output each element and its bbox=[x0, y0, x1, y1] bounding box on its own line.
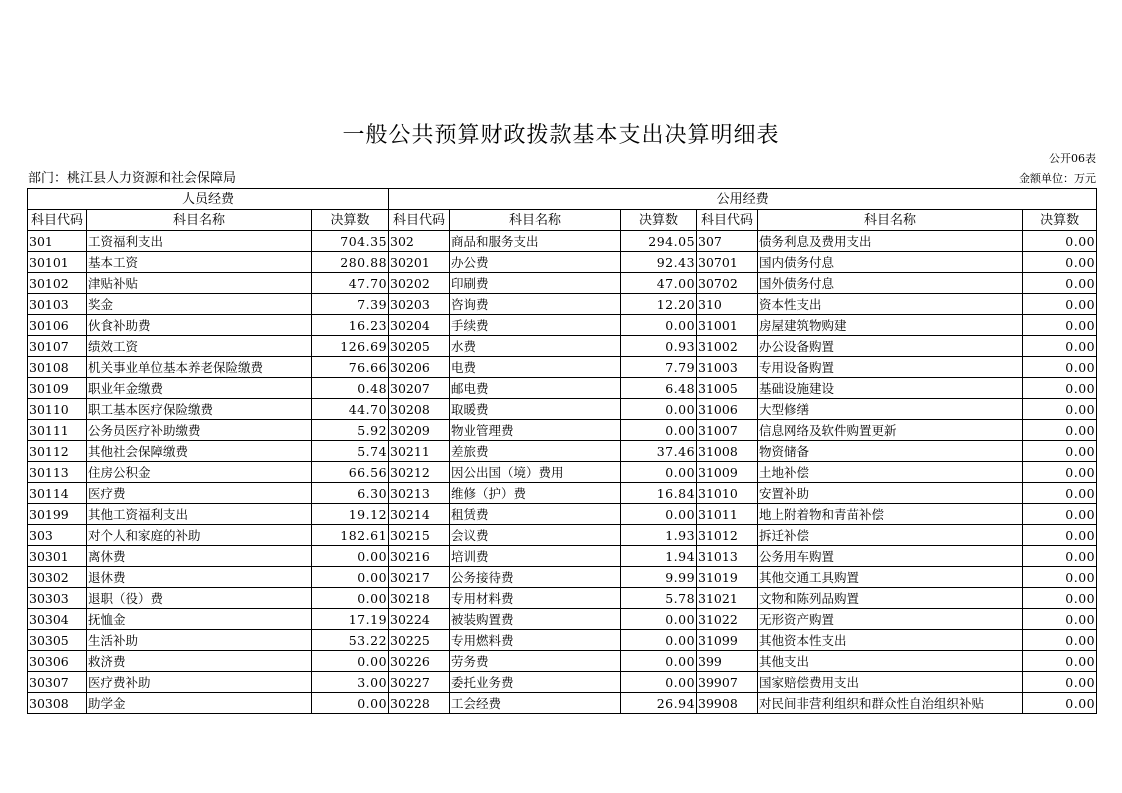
subject-name-cell: 信息网络及软件购置更新 bbox=[758, 420, 1023, 441]
subject-code-cell: 30112 bbox=[28, 441, 87, 462]
subject-name-cell: 公务接待费 bbox=[450, 567, 621, 588]
subject-name-cell: 国内债务付息 bbox=[758, 252, 1023, 273]
table-row bbox=[28, 525, 1097, 546]
amount-cell: 5.78 bbox=[621, 588, 697, 609]
subject-name-cell: 水费 bbox=[450, 336, 621, 357]
amount-cell: 47.70 bbox=[312, 273, 389, 294]
subject-name-cell: 医疗费 bbox=[87, 483, 312, 504]
subject-name-cell: 手续费 bbox=[450, 315, 621, 336]
department-label: 部门：桃江县人力资源和社会保障局 bbox=[28, 171, 237, 186]
amount-cell: 0.00 bbox=[1023, 378, 1097, 399]
subject-name-cell: 职业年金缴费 bbox=[87, 378, 312, 399]
subject-code-cell: 39908 bbox=[697, 693, 758, 714]
subject-name-cell: 退职（役）费 bbox=[87, 588, 312, 609]
subject-code-cell: 30302 bbox=[28, 567, 87, 588]
table-row bbox=[28, 399, 1097, 420]
table-body bbox=[28, 231, 1097, 714]
col-header-code: 科目代码 bbox=[389, 210, 450, 231]
subject-code-cell: 30217 bbox=[389, 567, 450, 588]
subject-code-cell: 30110 bbox=[28, 399, 87, 420]
amount-cell: 6.30 bbox=[312, 483, 389, 504]
subject-name-cell: 培训费 bbox=[450, 546, 621, 567]
amount-cell: 0.00 bbox=[312, 693, 389, 714]
amount-cell: 12.20 bbox=[621, 294, 697, 315]
subject-name-cell: 抚恤金 bbox=[87, 609, 312, 630]
table-row bbox=[28, 693, 1097, 714]
subject-name-cell: 津贴补贴 bbox=[87, 273, 312, 294]
subject-code-cell: 31005 bbox=[697, 378, 758, 399]
col-header-amount: 决算数 bbox=[312, 210, 389, 231]
subject-code-cell: 31002 bbox=[697, 336, 758, 357]
subject-code-cell: 30301 bbox=[28, 546, 87, 567]
subject-code-cell: 30103 bbox=[28, 294, 87, 315]
subject-name-cell: 办公设备购置 bbox=[758, 336, 1023, 357]
subject-name-cell: 拆迁补偿 bbox=[758, 525, 1023, 546]
subject-code-cell: 30303 bbox=[28, 588, 87, 609]
subject-name-cell: 离休费 bbox=[87, 546, 312, 567]
col-header-amount: 决算数 bbox=[1023, 210, 1097, 231]
subject-code-cell: 30202 bbox=[389, 273, 450, 294]
subject-code-cell: 30199 bbox=[28, 504, 87, 525]
amount-cell: 0.00 bbox=[1023, 672, 1097, 693]
subject-name-cell: 职工基本医疗保险缴费 bbox=[87, 399, 312, 420]
amount-cell: 9.99 bbox=[621, 567, 697, 588]
subject-code-cell: 30108 bbox=[28, 357, 87, 378]
subject-code-cell: 30208 bbox=[389, 399, 450, 420]
col-header-name: 科目名称 bbox=[87, 210, 312, 231]
subject-code-cell: 30211 bbox=[389, 441, 450, 462]
amount-cell: 5.74 bbox=[312, 441, 389, 462]
subject-name-cell: 会议费 bbox=[450, 525, 621, 546]
subject-code-cell: 301 bbox=[28, 231, 87, 252]
amount-cell: 0.00 bbox=[1023, 588, 1097, 609]
form-number: 公开06表 bbox=[1049, 152, 1096, 165]
col-header-code: 科目代码 bbox=[697, 210, 758, 231]
subject-code-cell: 30305 bbox=[28, 630, 87, 651]
amount-cell: 0.00 bbox=[1023, 399, 1097, 420]
subject-name-cell: 对民间非营利组织和群众性自治组织补贴 bbox=[758, 693, 1023, 714]
amount-cell: 0.00 bbox=[1023, 504, 1097, 525]
amount-cell: 0.00 bbox=[1023, 252, 1097, 273]
subject-code-cell: 30226 bbox=[389, 651, 450, 672]
amount-cell: 294.05 bbox=[621, 231, 697, 252]
amount-cell: 0.00 bbox=[1023, 357, 1097, 378]
subject-code-cell: 31003 bbox=[697, 357, 758, 378]
amount-cell: 44.70 bbox=[312, 399, 389, 420]
amount-cell: 92.43 bbox=[621, 252, 697, 273]
subject-code-cell: 31022 bbox=[697, 609, 758, 630]
table-row bbox=[28, 231, 1097, 252]
subject-name-cell: 无形资产购置 bbox=[758, 609, 1023, 630]
table-row bbox=[28, 630, 1097, 651]
table-row bbox=[28, 294, 1097, 315]
group-header-row bbox=[28, 189, 1097, 210]
table-row bbox=[28, 567, 1097, 588]
subject-code-cell: 30227 bbox=[389, 672, 450, 693]
table-row bbox=[28, 651, 1097, 672]
col-header-name: 科目名称 bbox=[758, 210, 1023, 231]
column-header-row bbox=[28, 210, 1097, 231]
amount-cell: 0.00 bbox=[1023, 441, 1097, 462]
table-row bbox=[28, 504, 1097, 525]
amount-cell: 182.61 bbox=[312, 525, 389, 546]
subject-code-cell: 30206 bbox=[389, 357, 450, 378]
amount-cell: 17.19 bbox=[312, 609, 389, 630]
amount-cell: 0.00 bbox=[1023, 546, 1097, 567]
subject-name-cell: 被装购置费 bbox=[450, 609, 621, 630]
subject-code-cell: 307 bbox=[697, 231, 758, 252]
subject-name-cell: 住房公积金 bbox=[87, 462, 312, 483]
subject-name-cell: 安置补助 bbox=[758, 483, 1023, 504]
amount-cell: 7.39 bbox=[312, 294, 389, 315]
subject-code-cell: 30203 bbox=[389, 294, 450, 315]
subject-name-cell: 债务利息及费用支出 bbox=[758, 231, 1023, 252]
subject-name-cell: 公务用车购置 bbox=[758, 546, 1023, 567]
table-row bbox=[28, 546, 1097, 567]
subject-name-cell: 租赁费 bbox=[450, 504, 621, 525]
amount-cell: 0.00 bbox=[312, 546, 389, 567]
subject-name-cell: 劳务费 bbox=[450, 651, 621, 672]
subject-name-cell: 咨询费 bbox=[450, 294, 621, 315]
amount-cell: 0.00 bbox=[621, 315, 697, 336]
subject-code-cell: 31001 bbox=[697, 315, 758, 336]
subject-name-cell: 其他工资福利支出 bbox=[87, 504, 312, 525]
public-expense-header: 公用经费 bbox=[389, 189, 1097, 210]
subject-name-cell: 对个人和家庭的补助 bbox=[87, 525, 312, 546]
amount-cell: 76.66 bbox=[312, 357, 389, 378]
subject-name-cell: 物资储备 bbox=[758, 441, 1023, 462]
amount-cell: 0.00 bbox=[1023, 420, 1097, 441]
subject-name-cell: 维修（护）费 bbox=[450, 483, 621, 504]
amount-cell: 0.00 bbox=[1023, 651, 1097, 672]
subject-name-cell: 专用材料费 bbox=[450, 588, 621, 609]
subject-code-cell: 31009 bbox=[697, 462, 758, 483]
subject-name-cell: 其他资本性支出 bbox=[758, 630, 1023, 651]
subject-code-cell: 30114 bbox=[28, 483, 87, 504]
subject-code-cell: 31019 bbox=[697, 567, 758, 588]
subject-name-cell: 其他社会保障缴费 bbox=[87, 441, 312, 462]
amount-cell: 0.00 bbox=[1023, 294, 1097, 315]
amount-cell: 6.48 bbox=[621, 378, 697, 399]
col-header-code: 科目代码 bbox=[28, 210, 87, 231]
subject-name-cell: 地上附着物和青苗补偿 bbox=[758, 504, 1023, 525]
subject-code-cell: 30111 bbox=[28, 420, 87, 441]
subject-name-cell: 基础设施建设 bbox=[758, 378, 1023, 399]
subject-code-cell: 30218 bbox=[389, 588, 450, 609]
amount-cell: 280.88 bbox=[312, 252, 389, 273]
subject-code-cell: 310 bbox=[697, 294, 758, 315]
subject-name-cell: 绩效工资 bbox=[87, 336, 312, 357]
table-row bbox=[28, 462, 1097, 483]
subject-code-cell: 31099 bbox=[697, 630, 758, 651]
subject-code-cell: 30308 bbox=[28, 693, 87, 714]
amount-cell: 0.00 bbox=[1023, 483, 1097, 504]
amount-cell: 0.00 bbox=[1023, 231, 1097, 252]
subject-name-cell: 救济费 bbox=[87, 651, 312, 672]
subject-name-cell: 其他交通工具购置 bbox=[758, 567, 1023, 588]
subject-code-cell: 30107 bbox=[28, 336, 87, 357]
subject-code-cell: 30113 bbox=[28, 462, 87, 483]
subject-name-cell: 印刷费 bbox=[450, 273, 621, 294]
amount-cell: 3.00 bbox=[312, 672, 389, 693]
amount-cell: 0.00 bbox=[621, 504, 697, 525]
subject-name-cell: 生活补助 bbox=[87, 630, 312, 651]
subject-code-cell: 31021 bbox=[697, 588, 758, 609]
subject-code-cell: 31008 bbox=[697, 441, 758, 462]
subject-name-cell: 电费 bbox=[450, 357, 621, 378]
subject-code-cell: 31010 bbox=[697, 483, 758, 504]
subject-name-cell: 邮电费 bbox=[450, 378, 621, 399]
subject-code-cell: 302 bbox=[389, 231, 450, 252]
subject-code-cell: 30207 bbox=[389, 378, 450, 399]
amount-cell: 0.00 bbox=[1023, 693, 1097, 714]
page-title: 一般公共预算财政拨款基本支出决算明细表 bbox=[342, 123, 780, 148]
personnel-expense-header: 人员经费 bbox=[28, 189, 389, 210]
amount-cell: 0.00 bbox=[1023, 525, 1097, 546]
subject-name-cell: 房屋建筑物购建 bbox=[758, 315, 1023, 336]
amount-cell: 0.00 bbox=[621, 399, 697, 420]
amount-cell: 0.00 bbox=[621, 609, 697, 630]
table-row bbox=[28, 315, 1097, 336]
subject-name-cell: 国外债务付息 bbox=[758, 273, 1023, 294]
subject-code-cell: 31011 bbox=[697, 504, 758, 525]
table-row bbox=[28, 672, 1097, 693]
subject-name-cell: 助学金 bbox=[87, 693, 312, 714]
amount-cell: 0.00 bbox=[312, 651, 389, 672]
subject-name-cell: 文物和陈列品购置 bbox=[758, 588, 1023, 609]
subject-code-cell: 30102 bbox=[28, 273, 87, 294]
subject-code-cell: 30701 bbox=[697, 252, 758, 273]
table-row bbox=[28, 588, 1097, 609]
amount-cell: 0.00 bbox=[1023, 336, 1097, 357]
subject-code-cell: 31006 bbox=[697, 399, 758, 420]
amount-cell: 0.00 bbox=[621, 420, 697, 441]
amount-cell: 0.00 bbox=[1023, 609, 1097, 630]
amount-cell: 66.56 bbox=[312, 462, 389, 483]
subject-code-cell: 30204 bbox=[389, 315, 450, 336]
subject-name-cell: 取暖费 bbox=[450, 399, 621, 420]
subject-code-cell: 30224 bbox=[389, 609, 450, 630]
amount-cell: 5.92 bbox=[312, 420, 389, 441]
amount-cell: 0.00 bbox=[312, 588, 389, 609]
subject-code-cell: 399 bbox=[697, 651, 758, 672]
subject-code-cell: 303 bbox=[28, 525, 87, 546]
subject-code-cell: 30216 bbox=[389, 546, 450, 567]
subject-code-cell: 31013 bbox=[697, 546, 758, 567]
amount-cell: 0.93 bbox=[621, 336, 697, 357]
subject-code-cell: 30214 bbox=[389, 504, 450, 525]
table-row bbox=[28, 357, 1097, 378]
amount-cell: 0.00 bbox=[1023, 462, 1097, 483]
subject-name-cell: 奖金 bbox=[87, 294, 312, 315]
amount-cell: 704.35 bbox=[312, 231, 389, 252]
subject-code-cell: 30213 bbox=[389, 483, 450, 504]
subject-name-cell: 专用燃料费 bbox=[450, 630, 621, 651]
subject-code-cell: 30306 bbox=[28, 651, 87, 672]
subject-code-cell: 30101 bbox=[28, 252, 87, 273]
amount-cell: 53.22 bbox=[312, 630, 389, 651]
budget-table bbox=[27, 188, 1097, 714]
table-row bbox=[28, 252, 1097, 273]
amount-cell: 1.94 bbox=[621, 546, 697, 567]
subject-name-cell: 委托业务费 bbox=[450, 672, 621, 693]
subject-name-cell: 工资福利支出 bbox=[87, 231, 312, 252]
amount-cell: 0.00 bbox=[1023, 315, 1097, 336]
subject-name-cell: 国家赔偿费用支出 bbox=[758, 672, 1023, 693]
subject-name-cell: 医疗费补助 bbox=[87, 672, 312, 693]
subject-name-cell: 因公出国（境）费用 bbox=[450, 462, 621, 483]
subject-name-cell: 差旅费 bbox=[450, 441, 621, 462]
subject-name-cell: 工会经费 bbox=[450, 693, 621, 714]
table-row bbox=[28, 609, 1097, 630]
col-header-name: 科目名称 bbox=[450, 210, 621, 231]
amount-cell: 37.46 bbox=[621, 441, 697, 462]
amount-cell: 16.23 bbox=[312, 315, 389, 336]
amount-cell: 0.00 bbox=[621, 651, 697, 672]
subject-code-cell: 30106 bbox=[28, 315, 87, 336]
amount-cell: 126.69 bbox=[312, 336, 389, 357]
amount-cell: 1.93 bbox=[621, 525, 697, 546]
amount-cell: 26.94 bbox=[621, 693, 697, 714]
table-row bbox=[28, 273, 1097, 294]
subject-name-cell: 机关事业单位基本养老保险缴费 bbox=[87, 357, 312, 378]
subject-name-cell: 退休费 bbox=[87, 567, 312, 588]
table-row bbox=[28, 336, 1097, 357]
amount-cell: 0.00 bbox=[621, 672, 697, 693]
subject-name-cell: 资本性支出 bbox=[758, 294, 1023, 315]
subject-code-cell: 30304 bbox=[28, 609, 87, 630]
subject-code-cell: 30307 bbox=[28, 672, 87, 693]
table-row bbox=[28, 483, 1097, 504]
subject-code-cell: 30109 bbox=[28, 378, 87, 399]
amount-cell: 16.84 bbox=[621, 483, 697, 504]
subject-name-cell: 伙食补助费 bbox=[87, 315, 312, 336]
amount-cell: 7.79 bbox=[621, 357, 697, 378]
subject-code-cell: 30205 bbox=[389, 336, 450, 357]
subject-name-cell: 大型修缮 bbox=[758, 399, 1023, 420]
table-row bbox=[28, 420, 1097, 441]
table-row bbox=[28, 378, 1097, 399]
subject-name-cell: 商品和服务支出 bbox=[450, 231, 621, 252]
subject-code-cell: 39907 bbox=[697, 672, 758, 693]
col-header-amount: 决算数 bbox=[621, 210, 697, 231]
amount-cell: 0.00 bbox=[1023, 630, 1097, 651]
subject-code-cell: 30209 bbox=[389, 420, 450, 441]
subject-name-cell: 物业管理费 bbox=[450, 420, 621, 441]
subject-name-cell: 公务员医疗补助缴费 bbox=[87, 420, 312, 441]
subject-name-cell: 土地补偿 bbox=[758, 462, 1023, 483]
amount-cell: 0.48 bbox=[312, 378, 389, 399]
amount-cell: 47.00 bbox=[621, 273, 697, 294]
amount-cell: 0.00 bbox=[1023, 567, 1097, 588]
table-row bbox=[28, 441, 1097, 462]
subject-code-cell: 30702 bbox=[697, 273, 758, 294]
amount-unit-label: 金额单位：万元 bbox=[1019, 172, 1096, 185]
amount-cell: 0.00 bbox=[621, 630, 697, 651]
amount-cell: 19.12 bbox=[312, 504, 389, 525]
subject-code-cell: 31007 bbox=[697, 420, 758, 441]
subject-code-cell: 30225 bbox=[389, 630, 450, 651]
amount-cell: 0.00 bbox=[621, 462, 697, 483]
subject-name-cell: 专用设备购置 bbox=[758, 357, 1023, 378]
subject-code-cell: 30228 bbox=[389, 693, 450, 714]
subject-name-cell: 办公费 bbox=[450, 252, 621, 273]
subject-code-cell: 31012 bbox=[697, 525, 758, 546]
subject-code-cell: 30201 bbox=[389, 252, 450, 273]
subject-name-cell: 基本工资 bbox=[87, 252, 312, 273]
amount-cell: 0.00 bbox=[312, 567, 389, 588]
amount-cell: 0.00 bbox=[1023, 273, 1097, 294]
subject-code-cell: 30215 bbox=[389, 525, 450, 546]
subject-code-cell: 30212 bbox=[389, 462, 450, 483]
subject-name-cell: 其他支出 bbox=[758, 651, 1023, 672]
